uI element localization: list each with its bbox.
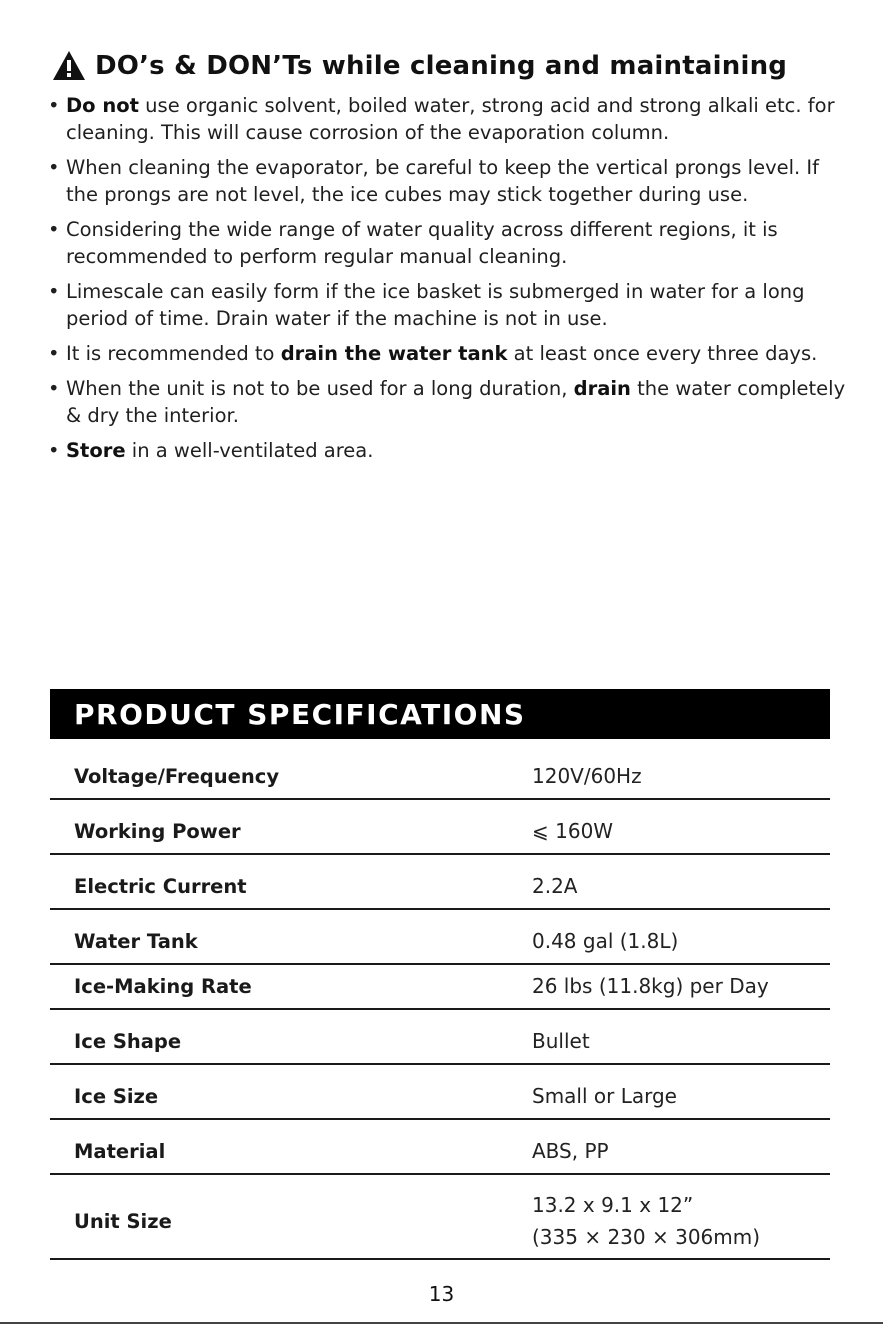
bullet-text: Limescale can easily form if the ice basket is submerged in water for a long period of time. Drain water if the machine is not in use. [66, 280, 805, 330]
bullet-item [48, 154, 848, 208]
bullet-item [48, 278, 848, 332]
spec-row [50, 1010, 830, 1065]
bullet-item [48, 375, 848, 429]
spec-label: Unit Size [74, 1210, 172, 1233]
warning-icon [52, 50, 86, 81]
bullet-text: When the unit is not to be used for a long duration, [66, 377, 574, 400]
dos-donts-heading [52, 50, 852, 81]
bullet-text: in a well-ventilated area. [125, 439, 374, 462]
spec-value [532, 1083, 677, 1110]
bullet-item [48, 437, 848, 464]
spec-value [532, 973, 769, 1000]
spec-value-line: ⩽ 160W [532, 819, 614, 843]
spec-value [532, 928, 678, 955]
specs-banner [50, 689, 830, 739]
dos-donts-title: DO’s & DON’Ts while cleaning and maintaining [95, 50, 788, 81]
bullet-dot: • [48, 280, 60, 303]
spec-label: Ice Shape [74, 1030, 182, 1053]
spec-label: Ice Size [74, 1085, 159, 1108]
page-number: 13 [428, 1282, 455, 1306]
bullet-dot: • [48, 156, 60, 179]
spec-row [50, 1065, 830, 1120]
spec-label: Working Power [74, 820, 241, 843]
bullet-dot: • [48, 439, 60, 462]
bullet-dot: • [48, 218, 60, 241]
bullet-dot: • [48, 377, 60, 400]
bullet-emphasis: drain the water tank [280, 342, 508, 365]
spec-value [532, 763, 642, 790]
bullet-text: It is recommended to [66, 342, 281, 365]
bullet-text: at least once every three days. [507, 342, 818, 365]
spec-label: Water Tank [74, 930, 198, 953]
spec-value-line: ABS, PP [532, 1139, 609, 1163]
spec-value-line: 0.48 gal (1.8L) [532, 929, 679, 953]
spec-row [50, 965, 830, 1010]
spec-label: Electric Current [74, 875, 247, 898]
spec-label: Voltage/Frequency [74, 765, 280, 788]
bullet-item [48, 216, 848, 270]
spec-value-line: Small or Large [532, 1084, 677, 1108]
spec-value-line: 2.2A [532, 874, 578, 898]
dos-donts-list [48, 92, 848, 472]
spec-value-line: Bullet [532, 1029, 590, 1053]
spec-value-line: 120V/60Hz [532, 764, 642, 788]
spec-value [532, 1028, 590, 1055]
bullet-text: use organic solvent, boiled water, strong acid and strong alkali etc. for cleaning. This will cause corrosion of the evaporation column. [66, 94, 835, 144]
bullet-emphasis: Do not [66, 94, 139, 117]
spec-row [50, 1120, 830, 1175]
specs-title: PRODUCT SPECIFICATIONS [74, 697, 526, 731]
bullet-dot: • [48, 342, 60, 365]
spec-value-line-2: (335 × 230 × 306mm) [532, 1225, 761, 1249]
spec-value [532, 1138, 609, 1165]
bullet-emphasis: drain [573, 377, 631, 400]
spec-row [50, 1175, 830, 1260]
spec-value [532, 818, 613, 845]
spec-row [50, 755, 830, 800]
spec-label: Material [74, 1140, 166, 1163]
spec-value-line: 13.2 x 9.1 x 12” [532, 1193, 694, 1217]
bullet-text: Considering the wide range of water quality across different regions, it is recommended to perform regular manual cleaning. [66, 218, 778, 268]
spec-row [50, 855, 830, 910]
spec-value [532, 873, 578, 900]
bullet-text: the water completely & dry the interior. [66, 377, 846, 427]
specs-table [50, 755, 830, 1260]
bullet-item [48, 340, 848, 367]
spec-value-line: 26 lbs (11.8kg) per Day [532, 974, 769, 998]
bullet-dot: • [48, 94, 60, 117]
spec-row [50, 800, 830, 855]
bullet-item [48, 92, 848, 146]
spec-row [50, 910, 830, 965]
spec-label: Ice-Making Rate [74, 975, 252, 998]
bullet-emphasis: Store [66, 439, 126, 462]
spec-value [532, 1192, 760, 1251]
bullet-text: When cleaning the evaporator, be careful to keep the vertical prongs level. If the prongs are not level, the ice cubes may stick together during use. [66, 156, 820, 206]
